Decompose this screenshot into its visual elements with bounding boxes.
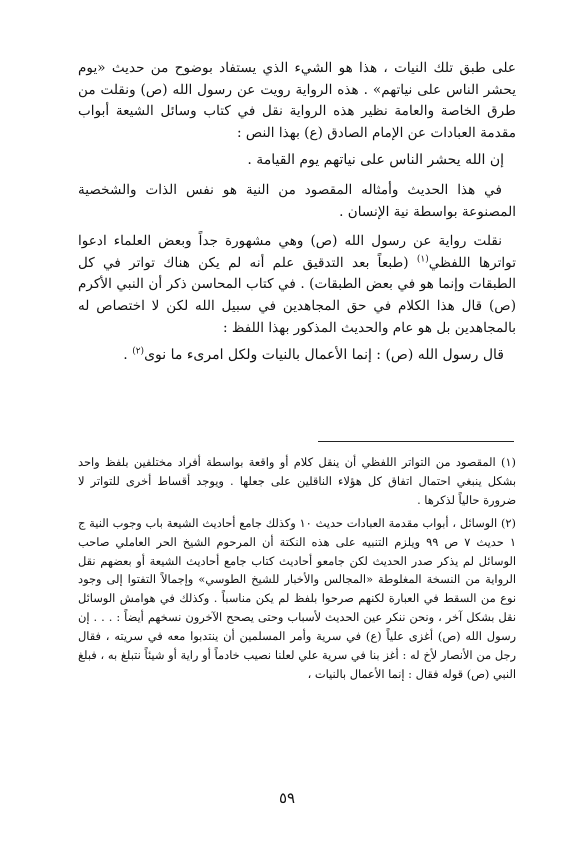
quote-hadith-2 bbox=[78, 345, 504, 367]
quote-hadith-2-text: قال رسول الله (ص) : إنما الأعمال بالنيات ولكل امرىء ما نوى bbox=[144, 347, 504, 364]
paragraph-3 bbox=[78, 231, 516, 339]
footnote-ref-1: (١) bbox=[416, 254, 429, 265]
footnote-ref-2: (٢) bbox=[132, 346, 145, 357]
paragraph-3-part-b: (طبعاً بعد التدقيق علم أنه لم يكن هناك تواتر في كل الطبقات وإنما هو في بعض الطبقات) . في كتاب المحاسن ذكر أن النبي الأكرم (ص) قال هذا الكلام في حق المجاهدين في سبيل الله لكن لا اختصاص له بالمجاهدين بل هو عام والحديث المذكور بهذا اللفظ : bbox=[78, 254, 516, 336]
quote-hadith-1: إن الله يحشر الناس على نياتهم يوم القيامة . bbox=[247, 152, 504, 169]
footnote-1: (١) المقصود من التواتر اللفظي أن ينقل كلام أو واقعة بواسطة أفراد مختلفين بلفظ واحد بشكل ينبغي احتمال اتفاق كل هؤلاء الناقلين على جعلها . ويوجد أقساط أخرى للتواتر لا ضرورة حالياً لذكرها . bbox=[78, 455, 516, 507]
paragraph-3-part-a: نقلت رواية عن رسول الله (ص) وهي مشهورة جداً وبعض العلماء ادعوا تواترها اللفظي bbox=[78, 233, 516, 271]
footnote-2: (٢) الوسائل ، أبواب مقدمة العبادات حديث ١٠ وكذلك جامع أحاديث الشيعة باب وجوب النية ج ١ حديث ٧ ص ٩٩ ويلزم التنبيه على هذه النكتة أن المرحوم الشيخ الحر العاملي صاحب الوسائل لم يذكر صدر الحديث لكن جامعو أحاديث كتاب جامع أحاديث الشيعة أو بعضهم نقل الرواية من النسخة المغلوطة «المجالس والأخبار للشيخ الطوسي» وإجمالاً التفتوا إلى وجود نوع من السقط في العبارة لكنهم صرحوا بلفظ لم يكن مناسباً . وكذلك في هوامش الوسائل نقل بشكل آخر ، ونحن ننكر عين الحديث لأسباب وحتى يصحح الآخرون نسخهم أيضاً : . . . إن رسول الله (ص) أغزى علياً (ع) في سرية وأمر المسلمين أن ينتدبوا معه في سريته ، فقال رجل من الأنصار لأخ له : أغز بنا في سرية علي لعلنا نصيب خادماً أو راية أو شيئاً نتبلغ به ، فبلغ النبي (ص) قوله فقال : إنما الأعمال بالنيات ، bbox=[78, 515, 517, 681]
paragraph-1: على طبق تلك النيات ، هذا هو الشيء الذي يستفاد بوضوح من حديث «يوم يحشر الناس على نياتهم» . هذه الرواية رويت عن رسول الله (ص) ونقلت من طرق الخاصة والعامة نظير هذه الرواية نقل في كتاب وسائل الشيعة أبواب مقدمة العبادات عن الإمام الصادق (ع) بهذا النص : bbox=[78, 60, 516, 141]
footnotes bbox=[78, 453, 516, 684]
paragraph-2: في هذا الحديث وأمثاله المقصود من النية هو نفس الذات والشخصية المصنوعة بواسطة نية الإنسان . bbox=[78, 181, 516, 220]
footnote-separator bbox=[318, 441, 514, 442]
page-number: ٥٩ bbox=[278, 789, 296, 807]
quote-hadith-2-end: . bbox=[123, 347, 133, 364]
main-text bbox=[78, 58, 516, 367]
